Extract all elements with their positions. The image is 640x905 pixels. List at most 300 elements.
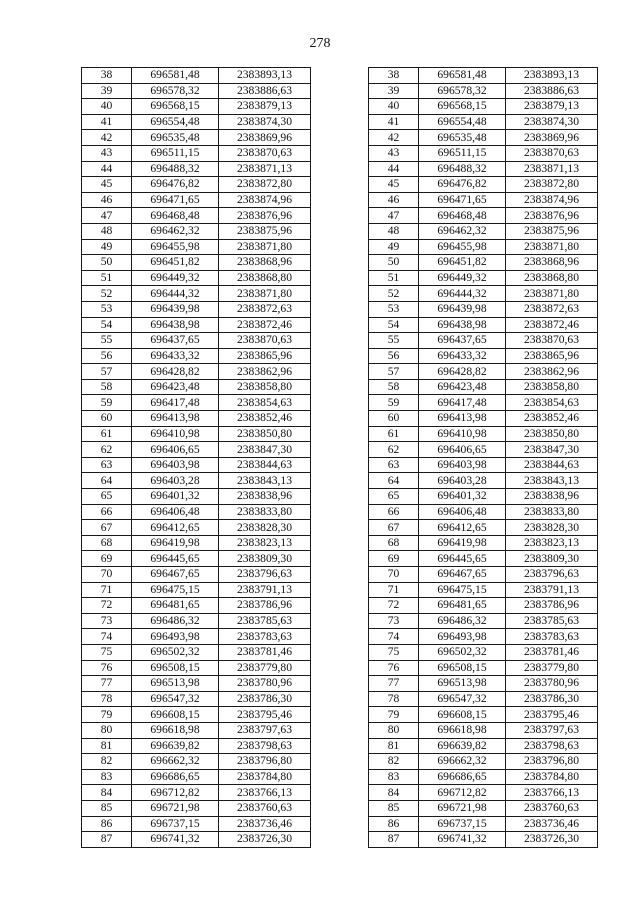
- column-gap: [311, 348, 369, 364]
- left-y-coordinate-cell: 2383872,80: [219, 177, 311, 193]
- right-point-number-cell: 39: [369, 83, 419, 99]
- right-x-coordinate-cell: 696462,32: [419, 223, 506, 239]
- right-y-coordinate-cell: 2383854,63: [506, 395, 598, 411]
- right-point-number-cell: 87: [369, 832, 419, 848]
- left-x-coordinate-cell: 696445,65: [132, 551, 219, 567]
- right-point-number-cell: 78: [369, 691, 419, 707]
- table-row: [82, 832, 598, 848]
- right-x-coordinate-cell: 696437,65: [419, 333, 506, 349]
- column-gap: [311, 676, 369, 692]
- left-y-coordinate-cell: 2383780,96: [219, 676, 311, 692]
- table-row: [82, 551, 598, 567]
- table-row: [82, 317, 598, 333]
- right-y-coordinate-cell: 2383823,13: [506, 535, 598, 551]
- left-point-number-cell: 46: [82, 192, 132, 208]
- left-x-coordinate-cell: 696437,65: [132, 333, 219, 349]
- right-point-number-cell: 47: [369, 208, 419, 224]
- column-gap: [311, 785, 369, 801]
- right-x-coordinate-cell: 696493,98: [419, 629, 506, 645]
- right-x-coordinate-cell: 696445,65: [419, 551, 506, 567]
- left-x-coordinate-cell: 696547,32: [132, 691, 219, 707]
- left-point-number-cell: 48: [82, 223, 132, 239]
- right-point-number-cell: 38: [369, 68, 419, 84]
- left-x-coordinate-cell: 696508,15: [132, 660, 219, 676]
- table-row: [82, 364, 598, 380]
- table-row: [82, 114, 598, 130]
- page-number: 278: [309, 36, 331, 51]
- left-x-coordinate-cell: 696493,98: [132, 629, 219, 645]
- right-point-number-cell: 82: [369, 754, 419, 770]
- table-row: [82, 457, 598, 473]
- right-point-number-cell: 58: [369, 379, 419, 395]
- left-y-coordinate-cell: 2383870,63: [219, 145, 311, 161]
- left-y-coordinate-cell: 2383797,63: [219, 722, 311, 738]
- right-y-coordinate-cell: 2383786,96: [506, 598, 598, 614]
- right-x-coordinate-cell: 696618,98: [419, 722, 506, 738]
- left-y-coordinate-cell: 2383843,13: [219, 473, 311, 489]
- table-row: [82, 567, 598, 583]
- left-y-coordinate-cell: 2383786,30: [219, 691, 311, 707]
- table-row: [82, 348, 598, 364]
- left-point-number-cell: 43: [82, 145, 132, 161]
- left-point-number-cell: 39: [82, 83, 132, 99]
- right-y-coordinate-cell: 2383726,30: [506, 832, 598, 848]
- left-x-coordinate-cell: 696444,32: [132, 286, 219, 302]
- table-row: [82, 68, 598, 84]
- left-point-number-cell: 62: [82, 442, 132, 458]
- left-x-coordinate-cell: 696686,65: [132, 769, 219, 785]
- table-row: [82, 192, 598, 208]
- right-y-coordinate-cell: 2383784,80: [506, 769, 598, 785]
- table-row: [82, 99, 598, 115]
- table-row: [82, 473, 598, 489]
- right-y-coordinate-cell: 2383869,96: [506, 130, 598, 146]
- right-x-coordinate-cell: 696455,98: [419, 239, 506, 255]
- right-point-number-cell: 71: [369, 582, 419, 598]
- right-x-coordinate-cell: 696476,82: [419, 177, 506, 193]
- right-point-number-cell: 64: [369, 473, 419, 489]
- right-x-coordinate-cell: 696481,65: [419, 598, 506, 614]
- column-gap: [311, 145, 369, 161]
- left-point-number-cell: 59: [82, 395, 132, 411]
- right-y-coordinate-cell: 2383797,63: [506, 722, 598, 738]
- right-y-coordinate-cell: 2383871,80: [506, 286, 598, 302]
- column-gap: [311, 582, 369, 598]
- left-x-coordinate-cell: 696568,15: [132, 99, 219, 115]
- left-x-coordinate-cell: 696403,28: [132, 473, 219, 489]
- right-x-coordinate-cell: 696511,15: [419, 145, 506, 161]
- column-gap: [311, 379, 369, 395]
- left-y-coordinate-cell: 2383838,96: [219, 489, 311, 505]
- right-x-coordinate-cell: 696410,98: [419, 426, 506, 442]
- left-y-coordinate-cell: 2383870,63: [219, 333, 311, 349]
- right-x-coordinate-cell: 696502,32: [419, 644, 506, 660]
- right-x-coordinate-cell: 696686,65: [419, 769, 506, 785]
- right-point-number-cell: 83: [369, 769, 419, 785]
- right-point-number-cell: 79: [369, 707, 419, 723]
- left-point-number-cell: 51: [82, 270, 132, 286]
- column-gap: [311, 691, 369, 707]
- right-x-coordinate-cell: 696451,82: [419, 255, 506, 271]
- table-row: [82, 145, 598, 161]
- right-point-number-cell: 66: [369, 504, 419, 520]
- left-x-coordinate-cell: 696428,82: [132, 364, 219, 380]
- right-y-coordinate-cell: 2383868,80: [506, 270, 598, 286]
- left-y-coordinate-cell: 2383876,96: [219, 208, 311, 224]
- left-point-number-cell: 69: [82, 551, 132, 567]
- table-row: [82, 800, 598, 816]
- left-point-number-cell: 49: [82, 239, 132, 255]
- table-row: [82, 161, 598, 177]
- right-point-number-cell: 45: [369, 177, 419, 193]
- right-y-coordinate-cell: 2383879,13: [506, 99, 598, 115]
- right-x-coordinate-cell: 696547,32: [419, 691, 506, 707]
- table-row: [82, 504, 598, 520]
- right-x-coordinate-cell: 696406,65: [419, 442, 506, 458]
- left-y-coordinate-cell: 2383791,13: [219, 582, 311, 598]
- right-y-coordinate-cell: 2383852,46: [506, 411, 598, 427]
- left-point-number-cell: 41: [82, 114, 132, 130]
- table-row: [82, 598, 598, 614]
- right-y-coordinate-cell: 2383798,63: [506, 738, 598, 754]
- left-x-coordinate-cell: 696513,98: [132, 676, 219, 692]
- right-y-coordinate-cell: 2383858,80: [506, 379, 598, 395]
- table-row: [82, 130, 598, 146]
- left-point-number-cell: 58: [82, 379, 132, 395]
- right-y-coordinate-cell: 2383868,96: [506, 255, 598, 271]
- left-y-coordinate-cell: 2383862,96: [219, 364, 311, 380]
- right-x-coordinate-cell: 696417,48: [419, 395, 506, 411]
- column-gap: [311, 317, 369, 333]
- column-gap: [311, 255, 369, 271]
- column-gap: [311, 177, 369, 193]
- right-x-coordinate-cell: 696712,82: [419, 785, 506, 801]
- right-y-coordinate-cell: 2383785,63: [506, 613, 598, 629]
- left-point-number-cell: 52: [82, 286, 132, 302]
- column-gap: [311, 613, 369, 629]
- column-gap: [311, 161, 369, 177]
- left-y-coordinate-cell: 2383874,30: [219, 114, 311, 130]
- left-point-number-cell: 79: [82, 707, 132, 723]
- left-point-number-cell: 71: [82, 582, 132, 598]
- left-point-number-cell: 63: [82, 457, 132, 473]
- left-x-coordinate-cell: 696413,98: [132, 411, 219, 427]
- right-point-number-cell: 80: [369, 722, 419, 738]
- column-gap: [311, 738, 369, 754]
- left-y-coordinate-cell: 2383785,63: [219, 613, 311, 629]
- left-x-coordinate-cell: 696423,48: [132, 379, 219, 395]
- left-y-coordinate-cell: 2383766,13: [219, 785, 311, 801]
- right-y-coordinate-cell: 2383847,30: [506, 442, 598, 458]
- right-x-coordinate-cell: 696488,32: [419, 161, 506, 177]
- left-point-number-cell: 45: [82, 177, 132, 193]
- column-gap: [311, 223, 369, 239]
- left-x-coordinate-cell: 696712,82: [132, 785, 219, 801]
- right-y-coordinate-cell: 2383786,30: [506, 691, 598, 707]
- left-x-coordinate-cell: 696488,32: [132, 161, 219, 177]
- table-row: [82, 535, 598, 551]
- right-x-coordinate-cell: 696423,48: [419, 379, 506, 395]
- left-x-coordinate-cell: 696451,82: [132, 255, 219, 271]
- table-row: [82, 489, 598, 505]
- left-point-number-cell: 75: [82, 644, 132, 660]
- left-x-coordinate-cell: 696486,32: [132, 613, 219, 629]
- column-gap: [311, 754, 369, 770]
- right-y-coordinate-cell: 2383874,96: [506, 192, 598, 208]
- left-x-coordinate-cell: 696639,82: [132, 738, 219, 754]
- left-point-number-cell: 64: [82, 473, 132, 489]
- table-row: [82, 395, 598, 411]
- column-gap: [311, 208, 369, 224]
- right-y-coordinate-cell: 2383780,96: [506, 676, 598, 692]
- left-x-coordinate-cell: 696737,15: [132, 816, 219, 832]
- right-point-number-cell: 63: [369, 457, 419, 473]
- left-point-number-cell: 44: [82, 161, 132, 177]
- right-point-number-cell: 59: [369, 395, 419, 411]
- left-x-coordinate-cell: 696618,98: [132, 722, 219, 738]
- left-y-coordinate-cell: 2383783,63: [219, 629, 311, 645]
- left-point-number-cell: 38: [82, 68, 132, 84]
- table-row: [82, 785, 598, 801]
- left-x-coordinate-cell: 696401,32: [132, 489, 219, 505]
- right-y-coordinate-cell: 2383791,13: [506, 582, 598, 598]
- left-y-coordinate-cell: 2383796,80: [219, 754, 311, 770]
- right-y-coordinate-cell: 2383850,80: [506, 426, 598, 442]
- left-point-number-cell: 74: [82, 629, 132, 645]
- column-gap: [311, 286, 369, 302]
- right-point-number-cell: 56: [369, 348, 419, 364]
- right-x-coordinate-cell: 696433,32: [419, 348, 506, 364]
- right-y-coordinate-cell: 2383736,46: [506, 816, 598, 832]
- left-x-coordinate-cell: 696471,65: [132, 192, 219, 208]
- left-point-number-cell: 78: [82, 691, 132, 707]
- right-point-number-cell: 50: [369, 255, 419, 271]
- table-row: [82, 286, 598, 302]
- table-row: [82, 644, 598, 660]
- left-x-coordinate-cell: 696455,98: [132, 239, 219, 255]
- left-x-coordinate-cell: 696467,65: [132, 567, 219, 583]
- table-row: [82, 707, 598, 723]
- left-y-coordinate-cell: 2383779,80: [219, 660, 311, 676]
- right-y-coordinate-cell: 2383870,63: [506, 333, 598, 349]
- right-x-coordinate-cell: 696486,32: [419, 613, 506, 629]
- right-x-coordinate-cell: 696535,48: [419, 130, 506, 146]
- column-gap: [311, 629, 369, 645]
- right-y-coordinate-cell: 2383838,96: [506, 489, 598, 505]
- left-y-coordinate-cell: 2383871,80: [219, 286, 311, 302]
- left-y-coordinate-cell: 2383795,46: [219, 707, 311, 723]
- right-x-coordinate-cell: 696444,32: [419, 286, 506, 302]
- left-point-number-cell: 68: [82, 535, 132, 551]
- left-point-number-cell: 70: [82, 567, 132, 583]
- right-point-number-cell: 70: [369, 567, 419, 583]
- column-gap: [311, 489, 369, 505]
- left-x-coordinate-cell: 696417,48: [132, 395, 219, 411]
- right-y-coordinate-cell: 2383809,30: [506, 551, 598, 567]
- left-point-number-cell: 82: [82, 754, 132, 770]
- column-gap: [311, 598, 369, 614]
- column-gap: [311, 722, 369, 738]
- right-point-number-cell: 40: [369, 99, 419, 115]
- right-point-number-cell: 48: [369, 223, 419, 239]
- right-point-number-cell: 73: [369, 613, 419, 629]
- table-row: [82, 379, 598, 395]
- column-gap: [311, 707, 369, 723]
- left-y-coordinate-cell: 2383852,46: [219, 411, 311, 427]
- left-x-coordinate-cell: 696403,98: [132, 457, 219, 473]
- right-point-number-cell: 60: [369, 411, 419, 427]
- right-y-coordinate-cell: 2383876,96: [506, 208, 598, 224]
- right-y-coordinate-cell: 2383783,63: [506, 629, 598, 645]
- left-x-coordinate-cell: 696608,15: [132, 707, 219, 723]
- left-x-coordinate-cell: 696410,98: [132, 426, 219, 442]
- left-point-number-cell: 67: [82, 520, 132, 536]
- column-gap: [311, 800, 369, 816]
- column-gap: [311, 239, 369, 255]
- table-row: [82, 629, 598, 645]
- coordinates-table: [81, 67, 598, 848]
- right-y-coordinate-cell: 2383844,63: [506, 457, 598, 473]
- left-y-coordinate-cell: 2383847,30: [219, 442, 311, 458]
- left-x-coordinate-cell: 696511,15: [132, 145, 219, 161]
- right-point-number-cell: 69: [369, 551, 419, 567]
- left-x-coordinate-cell: 696578,32: [132, 83, 219, 99]
- left-y-coordinate-cell: 2383871,80: [219, 239, 311, 255]
- right-point-number-cell: 62: [369, 442, 419, 458]
- right-y-coordinate-cell: 2383886,63: [506, 83, 598, 99]
- table-row: [82, 270, 598, 286]
- left-y-coordinate-cell: 2383796,63: [219, 567, 311, 583]
- left-y-coordinate-cell: 2383872,63: [219, 301, 311, 317]
- left-x-coordinate-cell: 696412,65: [132, 520, 219, 536]
- left-point-number-cell: 76: [82, 660, 132, 676]
- left-x-coordinate-cell: 696439,98: [132, 301, 219, 317]
- right-point-number-cell: 76: [369, 660, 419, 676]
- left-point-number-cell: 40: [82, 99, 132, 115]
- left-y-coordinate-cell: 2383871,13: [219, 161, 311, 177]
- right-x-coordinate-cell: 696508,15: [419, 660, 506, 676]
- table-row: [82, 223, 598, 239]
- right-y-coordinate-cell: 2383779,80: [506, 660, 598, 676]
- table-row: [82, 426, 598, 442]
- column-gap: [311, 832, 369, 848]
- left-point-number-cell: 83: [82, 769, 132, 785]
- right-x-coordinate-cell: 696403,28: [419, 473, 506, 489]
- table-row: [82, 83, 598, 99]
- right-point-number-cell: 49: [369, 239, 419, 255]
- right-y-coordinate-cell: 2383828,30: [506, 520, 598, 536]
- left-y-coordinate-cell: 2383875,96: [219, 223, 311, 239]
- column-gap: [311, 364, 369, 380]
- right-x-coordinate-cell: 696471,65: [419, 192, 506, 208]
- right-point-number-cell: 72: [369, 598, 419, 614]
- column-gap: [311, 457, 369, 473]
- left-y-coordinate-cell: 2383868,80: [219, 270, 311, 286]
- right-point-number-cell: 46: [369, 192, 419, 208]
- right-point-number-cell: 84: [369, 785, 419, 801]
- column-gap: [311, 660, 369, 676]
- left-y-coordinate-cell: 2383726,30: [219, 832, 311, 848]
- column-gap: [311, 644, 369, 660]
- left-y-coordinate-cell: 2383858,80: [219, 379, 311, 395]
- left-point-number-cell: 87: [82, 832, 132, 848]
- column-gap: [311, 442, 369, 458]
- right-x-coordinate-cell: 696554,48: [419, 114, 506, 130]
- left-y-coordinate-cell: 2383869,96: [219, 130, 311, 146]
- left-point-number-cell: 42: [82, 130, 132, 146]
- right-y-coordinate-cell: 2383796,63: [506, 567, 598, 583]
- table-row: [82, 582, 598, 598]
- right-x-coordinate-cell: 696662,32: [419, 754, 506, 770]
- left-x-coordinate-cell: 696462,32: [132, 223, 219, 239]
- left-point-number-cell: 65: [82, 489, 132, 505]
- left-y-coordinate-cell: 2383844,63: [219, 457, 311, 473]
- right-y-coordinate-cell: 2383760,63: [506, 800, 598, 816]
- right-y-coordinate-cell: 2383795,46: [506, 707, 598, 723]
- right-x-coordinate-cell: 696468,48: [419, 208, 506, 224]
- right-point-number-cell: 85: [369, 800, 419, 816]
- left-point-number-cell: 56: [82, 348, 132, 364]
- column-gap: [311, 130, 369, 146]
- right-y-coordinate-cell: 2383871,80: [506, 239, 598, 255]
- left-y-coordinate-cell: 2383809,30: [219, 551, 311, 567]
- left-y-coordinate-cell: 2383786,96: [219, 598, 311, 614]
- table-row: [82, 255, 598, 271]
- left-x-coordinate-cell: 696449,32: [132, 270, 219, 286]
- left-point-number-cell: 61: [82, 426, 132, 442]
- left-y-coordinate-cell: 2383833,80: [219, 504, 311, 520]
- right-point-number-cell: 61: [369, 426, 419, 442]
- left-x-coordinate-cell: 696419,98: [132, 535, 219, 551]
- left-y-coordinate-cell: 2383874,96: [219, 192, 311, 208]
- right-x-coordinate-cell: 696608,15: [419, 707, 506, 723]
- right-point-number-cell: 75: [369, 644, 419, 660]
- right-y-coordinate-cell: 2383872,80: [506, 177, 598, 193]
- column-gap: [311, 769, 369, 785]
- right-x-coordinate-cell: 696406,48: [419, 504, 506, 520]
- right-y-coordinate-cell: 2383893,13: [506, 68, 598, 84]
- left-y-coordinate-cell: 2383886,63: [219, 83, 311, 99]
- left-x-coordinate-cell: 696468,48: [132, 208, 219, 224]
- left-y-coordinate-cell: 2383736,46: [219, 816, 311, 832]
- right-y-coordinate-cell: 2383865,96: [506, 348, 598, 364]
- column-gap: [311, 816, 369, 832]
- left-x-coordinate-cell: 696535,48: [132, 130, 219, 146]
- right-point-number-cell: 67: [369, 520, 419, 536]
- right-y-coordinate-cell: 2383875,96: [506, 223, 598, 239]
- right-point-number-cell: 86: [369, 816, 419, 832]
- left-point-number-cell: 54: [82, 317, 132, 333]
- left-point-number-cell: 80: [82, 722, 132, 738]
- table-row: [82, 722, 598, 738]
- right-x-coordinate-cell: 696475,15: [419, 582, 506, 598]
- right-y-coordinate-cell: 2383781,46: [506, 644, 598, 660]
- left-y-coordinate-cell: 2383850,80: [219, 426, 311, 442]
- column-gap: [311, 395, 369, 411]
- left-point-number-cell: 53: [82, 301, 132, 317]
- table-row: [82, 411, 598, 427]
- right-y-coordinate-cell: 2383872,63: [506, 301, 598, 317]
- table-row: [82, 177, 598, 193]
- left-y-coordinate-cell: 2383879,13: [219, 99, 311, 115]
- left-y-coordinate-cell: 2383872,46: [219, 317, 311, 333]
- column-gap: [311, 426, 369, 442]
- right-x-coordinate-cell: 696568,15: [419, 99, 506, 115]
- table-row: [82, 769, 598, 785]
- right-x-coordinate-cell: 696578,32: [419, 83, 506, 99]
- left-y-coordinate-cell: 2383798,63: [219, 738, 311, 754]
- right-x-coordinate-cell: 696581,48: [419, 68, 506, 84]
